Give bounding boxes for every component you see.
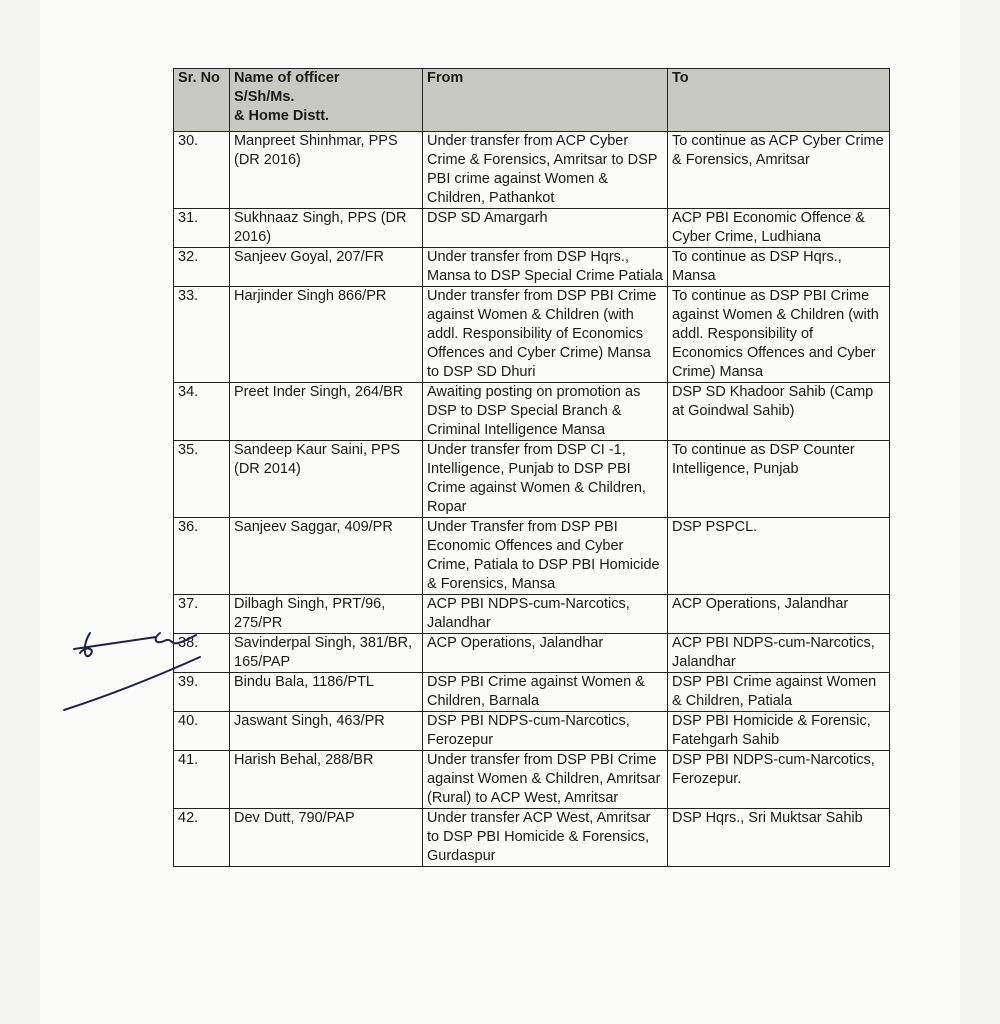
row-to: To continue as ACP Cyber Crime & Forensics, Amritsar	[668, 132, 890, 209]
row-officer-name: Savinderpal Singh, 381/BR, 165/PAP	[230, 634, 423, 673]
row-to: DSP PSPCL.	[668, 518, 890, 595]
row-officer-name: Dev Dutt, 790/PAP	[230, 809, 423, 867]
row-officer-name: Sanjeev Goyal, 207/FR	[230, 248, 423, 287]
row-sr: 30.	[174, 132, 230, 209]
table-row	[174, 751, 890, 809]
row-officer-name: Jaswant Singh, 463/PR	[230, 712, 423, 751]
row-to: DSP PBI NDPS-cum-Narcotics, Ferozepur.	[668, 751, 890, 809]
row-from: Under transfer ACP West, Amritsar to DSP PBI Homicide & Forensics, Gurdaspur	[423, 809, 668, 867]
row-to: ACP PBI NDPS-cum-Narcotics, Jalandhar	[668, 634, 890, 673]
row-sr: 33.	[174, 287, 230, 383]
row-officer-name: Harjinder Singh 866/PR	[230, 287, 423, 383]
header-name-line: & Home Distt.	[234, 108, 330, 124]
table-row	[174, 209, 890, 248]
row-sr: 40.	[174, 712, 230, 751]
row-to: ACP PBI Economic Offence & Cyber Crime, Ludhiana	[668, 209, 890, 248]
row-to: DSP Hqrs., Sri Muktsar Sahib	[668, 809, 890, 867]
header-to: To	[668, 69, 890, 132]
row-sr: 37.	[174, 595, 230, 634]
row-officer-name: Sukhnaaz Singh, PPS (DR 2016)	[230, 209, 423, 248]
row-from: Under transfer from ACP Cyber Crime & Forensics, Amritsar to DSP PBI crime against Women & Children, Pathankot	[423, 132, 668, 209]
row-from: Under transfer from DSP Hqrs., Mansa to DSP Special Crime Patiala	[423, 248, 668, 287]
table-row	[174, 673, 890, 712]
table-row	[174, 441, 890, 518]
row-to: DSP PBI Crime against Women & Children, Patiala	[668, 673, 890, 712]
row-from: Awaiting posting on promotion as DSP to DSP Special Branch & Criminal Intelligence Mansa	[423, 383, 668, 441]
table-row	[174, 595, 890, 634]
row-from: Under transfer from DSP PBI Crime against Women & Children, Amritsar (Rural) to ACP West, Amritsar	[423, 751, 668, 809]
table-row	[174, 809, 890, 867]
row-from: ACP PBI NDPS-cum-Narcotics, Jalandhar	[423, 595, 668, 634]
row-sr: 38.	[174, 634, 230, 673]
header-name-line: S/Sh/Ms.	[234, 89, 295, 105]
table-row	[174, 634, 890, 673]
table-row	[174, 518, 890, 595]
signature-mark	[60, 615, 210, 715]
row-sr: 42.	[174, 809, 230, 867]
row-to: To continue as DSP PBI Crime against Women & Children (with addl. Responsibility of Economics Offences and Cyber Crime) Mansa	[668, 287, 890, 383]
row-sr: 31.	[174, 209, 230, 248]
row-to: DSP SD Khadoor Sahib (Camp at Goindwal Sahib)	[668, 383, 890, 441]
table-row	[174, 712, 890, 751]
row-officer-name: Bindu Bala, 1186/PTL	[230, 673, 423, 712]
row-officer-name: Sandeep Kaur Saini, PPS (DR 2014)	[230, 441, 423, 518]
header-name-line: Name of officer	[234, 70, 340, 86]
row-from: DSP PBI Crime against Women & Children, Barnala	[423, 673, 668, 712]
table-row	[174, 287, 890, 383]
row-from: DSP SD Amargarh	[423, 209, 668, 248]
table-row	[174, 132, 890, 209]
row-from: Under Transfer from DSP PBI Economic Offences and Cyber Crime, Patiala to DSP PBI Homicide & Forensics, Mansa	[423, 518, 668, 595]
row-officer-name: Sanjeev Saggar, 409/PR	[230, 518, 423, 595]
row-to: To continue as DSP Hqrs., Mansa	[668, 248, 890, 287]
row-sr: 39.	[174, 673, 230, 712]
header-name-of-officer	[230, 69, 423, 132]
row-from: DSP PBI NDPS-cum-Narcotics, Ferozepur	[423, 712, 668, 751]
header-sr-no: Sr. No	[174, 69, 230, 132]
transfer-table	[173, 68, 890, 867]
row-to: DSP PBI Homicide & Forensic, Fatehgarh Sahib	[668, 712, 890, 751]
table-row	[174, 383, 890, 441]
row-sr: 41.	[174, 751, 230, 809]
row-sr: 36.	[174, 518, 230, 595]
table-row	[174, 248, 890, 287]
table-header-row	[174, 69, 890, 132]
row-officer-name: Dilbagh Singh, PRT/96, 275/PR	[230, 595, 423, 634]
row-to: ACP Operations, Jalandhar	[668, 595, 890, 634]
row-from: Under transfer from DSP CI -1, Intelligence, Punjab to DSP PBI Crime against Women & Children, Ropar	[423, 441, 668, 518]
row-officer-name: Manpreet Shinhmar, PPS (DR 2016)	[230, 132, 423, 209]
row-officer-name: Harish Behal, 288/BR	[230, 751, 423, 809]
row-sr: 34.	[174, 383, 230, 441]
row-sr: 35.	[174, 441, 230, 518]
row-from: ACP Operations, Jalandhar	[423, 634, 668, 673]
row-officer-name: Preet Inder Singh, 264/BR	[230, 383, 423, 441]
header-from: From	[423, 69, 668, 132]
row-sr: 32.	[174, 248, 230, 287]
row-from: Under transfer from DSP PBI Crime against Women & Children (with addl. Responsibility of Economics Offences and Cyber Crime) Mansa to DSP SD Dhuri	[423, 287, 668, 383]
row-to: To continue as DSP Counter Intelligence, Punjab	[668, 441, 890, 518]
